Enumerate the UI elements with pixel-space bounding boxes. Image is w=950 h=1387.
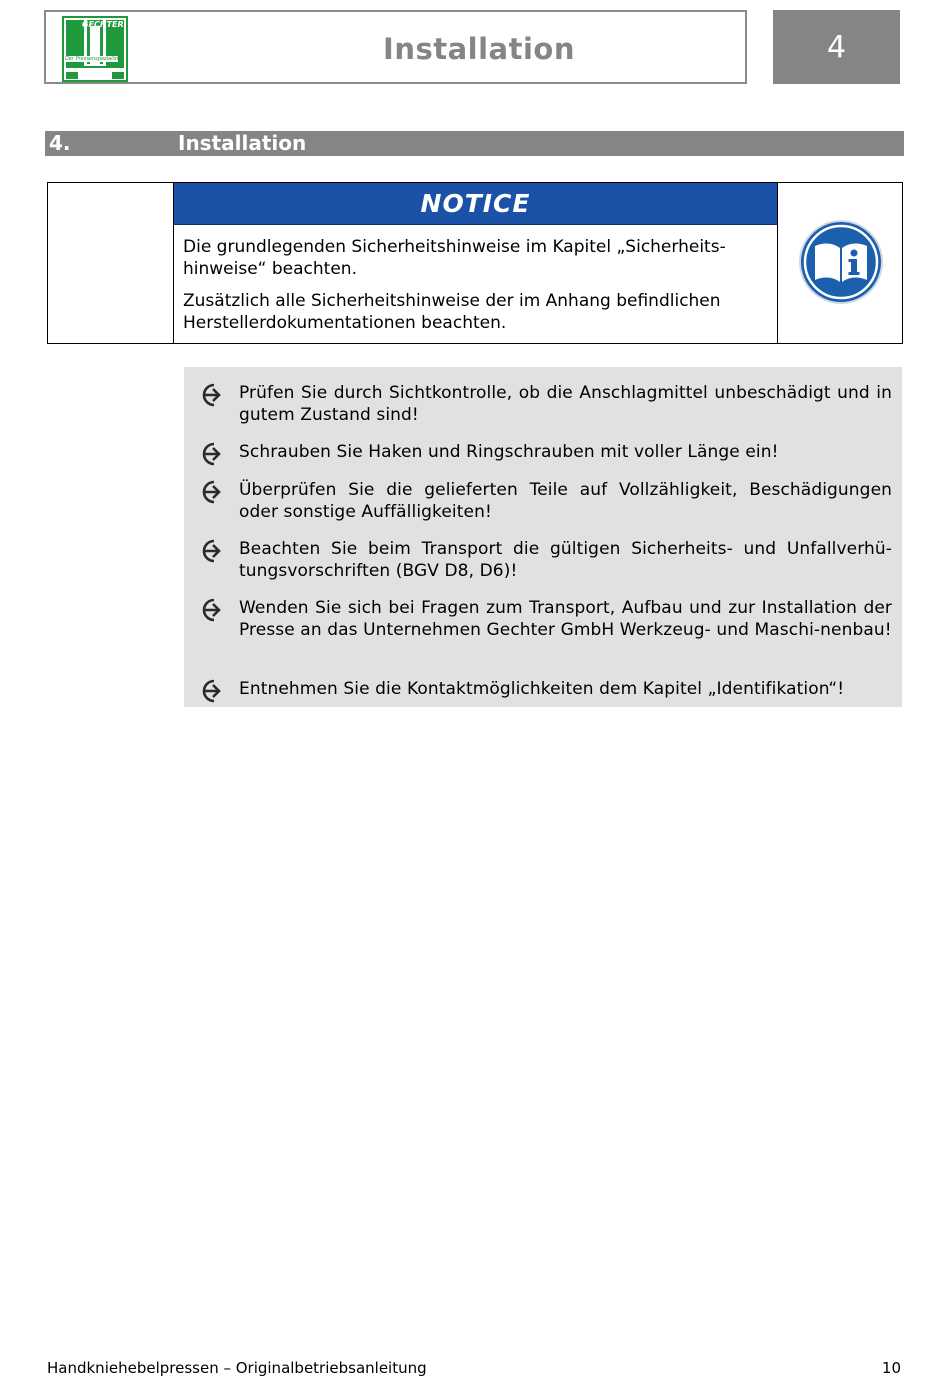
arrow-right-icon xyxy=(200,383,226,407)
arrow-right-icon xyxy=(200,598,226,622)
notice-left-cell xyxy=(48,183,174,343)
footer-document-title: Handkniehebelpressen – Originalbetriebsanleitung xyxy=(47,1359,427,1377)
instruction-text: Beachten Sie beim Transport die gültigen Sicherheits- und Unfallverhü-tungsvorschriften (BGV D8, D6)! xyxy=(239,539,892,581)
info-book-icon xyxy=(798,219,884,305)
instruction-text: Entnehmen Sie die Kontaktmöglichkeiten dem Kapitel „Identifikation“! xyxy=(239,679,845,699)
section-title: Installation xyxy=(178,131,307,155)
section-heading xyxy=(45,131,904,156)
instruction-text: Schrauben Sie Haken und Ringschrauben mit voller Länge ein! xyxy=(239,442,779,462)
notice-content-cell xyxy=(174,183,778,343)
header-box xyxy=(44,10,747,84)
logo-text: GECHTER xyxy=(82,20,124,29)
logo-tagline: Der Pressenspezialist xyxy=(65,56,119,62)
arrow-right-icon xyxy=(200,679,226,703)
notice-icon-cell xyxy=(778,183,902,343)
header-title: Installation xyxy=(383,32,575,66)
notice-paragraph: Die grundlegenden Sicherheitshinweise im Kapitel „Sicherheits-hinweise“ beachten. xyxy=(183,237,726,279)
arrow-right-icon xyxy=(200,442,226,466)
arrow-right-icon xyxy=(200,480,226,504)
notice-banner: NOTICE xyxy=(174,183,777,225)
instruction-box xyxy=(184,367,902,707)
instruction-text: Wenden Sie sich bei Fragen zum Transport, Aufbau und zur Installation der Presse an das Unternehmen Gechter GmbH Werkzeug- und Maschi-nenbau! xyxy=(239,598,892,640)
chapter-number: 4 xyxy=(773,10,900,84)
section-number: 4. xyxy=(49,131,71,155)
footer-page-number: 10 xyxy=(881,1359,901,1377)
notice-paragraph: Zusätzlich alle Sicherheitshinweise der im Anhang befindlichen Herstellerdokumentationen beachten. xyxy=(183,291,721,333)
notice-table xyxy=(47,182,903,344)
instruction-text: Überprüfen Sie die gelieferten Teile auf Vollzähligkeit, Beschädigungen oder sonstige Auffälligkeiten! xyxy=(239,480,892,522)
arrow-right-icon xyxy=(200,539,226,563)
instruction-text: Prüfen Sie durch Sichtkontrolle, ob die Anschlagmittel unbeschädigt und in gutem Zustand sind! xyxy=(239,383,892,425)
